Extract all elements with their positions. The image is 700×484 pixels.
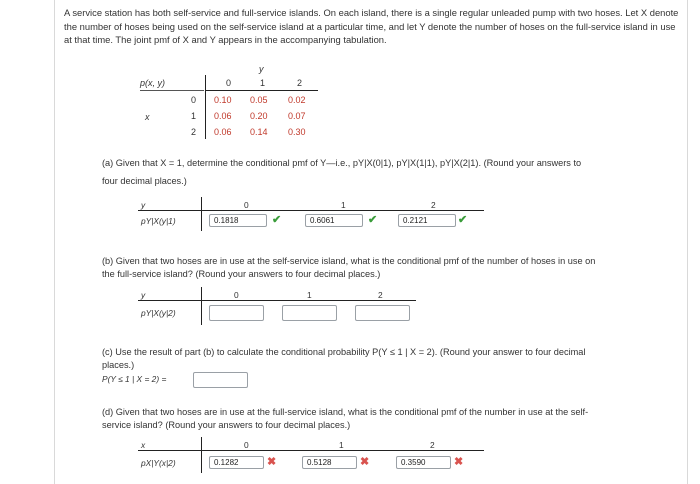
part-b-answer-y0[interactable] (209, 305, 264, 321)
part-a-rule (138, 210, 484, 211)
part-d-col-1: 1 (339, 440, 344, 450)
cell-x0-y1: 0.05 (250, 95, 268, 105)
check-icon: ✔ (272, 214, 282, 226)
part-c-question-line1: (c) Use the result of part (b) to calculate the conditional probability P(Y ≤ 1 | X = 2). (Round your answer to four decimal (102, 347, 586, 357)
part-a-answer-y1[interactable]: 0.6061 (305, 214, 363, 227)
cell-x2-y1: 0.14 (250, 127, 268, 137)
cross-icon: ✖ (267, 456, 277, 468)
part-d-col-2: 2 (430, 440, 435, 450)
cell-x1-y0: 0.06 (214, 111, 232, 121)
cell-x1-y2: 0.07 (288, 111, 306, 121)
part-d-rule (138, 450, 484, 451)
part-d-answer-x2[interactable]: 0.3590 (396, 456, 451, 469)
row-header-x1: 1 (191, 111, 197, 121)
cell-x1-y1: 0.20 (250, 111, 268, 121)
cross-icon: ✖ (454, 456, 464, 468)
part-a-divider (201, 197, 202, 231)
col-header-y1: 1 (260, 78, 266, 88)
cell-x0-y0: 0.10 (214, 95, 232, 105)
col-header-y0: 0 (226, 78, 232, 88)
part-d-pmf-label: pX|Y(x|2) (141, 458, 176, 468)
part-d-question-line1: (d) Given that two hoses are in use at the full-service island, what is the conditional pmf of the number in use at the self- (102, 407, 589, 417)
check-icon: ✔ (368, 214, 378, 226)
part-b-divider (201, 287, 202, 325)
part-a-col-0: 0 (244, 200, 249, 210)
part-b-pmf-label: pY|X(y|2) (141, 308, 176, 318)
part-d-col-0: 0 (244, 440, 249, 450)
y-axis-label: y (259, 64, 264, 74)
part-b-answer-y2[interactable] (355, 305, 410, 321)
row-header-x0: 0 (191, 95, 197, 105)
cross-icon: ✖ (360, 456, 370, 468)
part-d-answer-x0[interactable]: 0.1282 (209, 456, 264, 469)
cell-x2-y2: 0.30 (288, 127, 306, 137)
cell-x2-y0: 0.06 (214, 127, 232, 137)
table-header-rule (206, 90, 318, 91)
x-axis-label: x (145, 112, 150, 122)
part-c-question-line2: places.) (102, 360, 135, 370)
part-a-question-line2: four decimal places.) (102, 176, 187, 186)
col-header-y2: 2 (297, 78, 303, 88)
problem-intro: A service station has both self-service and full-service islands. On each island, there is a single regular unleaded pump with two hoses. Let X denote the number of hoses being used on the self-service island at a particular time, and let Y denote the number of hoses on the full-service island in use at that time. The joint pmf of X and Y appears in the accompanying tabulation. (64, 7, 679, 46)
part-d-row-var: x (141, 440, 146, 450)
part-d-divider (201, 437, 202, 473)
part-a-question-line1: (a) Given that X = 1, determine the conditional pmf of Y—i.e., pY|X(0|1), pY|X(1|1), pY|X(2|1). (Round your answers to (102, 158, 582, 168)
part-b-question-line2: the full-service island? (Round your answers to four decimal places.) (102, 269, 381, 279)
part-b-row-var: y (141, 290, 146, 300)
part-b-answer-y1[interactable] (282, 305, 337, 321)
part-a-row-var: y (141, 200, 146, 210)
part-b-col-1: 1 (307, 290, 312, 300)
part-d-answer-x1[interactable]: 0.5128 (302, 456, 357, 469)
corner-underline (140, 90, 204, 91)
cell-x0-y2: 0.02 (288, 95, 306, 105)
part-c-expression: P(Y ≤ 1 | X = 2) = (102, 374, 167, 384)
part-b-col-2: 2 (378, 290, 383, 300)
part-b-rule (138, 300, 416, 301)
part-b-question-line1: (b) Given that two hoses are in use at the self-service island, what is the conditional pmf of the number of hoses in use on (102, 256, 596, 266)
table-left-rule (205, 75, 206, 139)
check-icon: ✔ (458, 214, 468, 226)
part-a-pmf-label: pY|X(y|1) (141, 216, 176, 226)
part-c-answer[interactable] (193, 372, 248, 388)
table-corner-label: p(x, y) (140, 78, 166, 88)
part-a-answer-y2[interactable]: 0.2121 (398, 214, 456, 227)
part-b-col-0: 0 (234, 290, 239, 300)
part-a-col-2: 2 (431, 200, 436, 210)
row-header-x2: 2 (191, 127, 197, 137)
part-a-answer-y0[interactable]: 0.1818 (209, 214, 267, 227)
part-a-col-1: 1 (341, 200, 346, 210)
part-d-question-line2: service island? (Round your answers to four decimal places.) (102, 420, 351, 430)
